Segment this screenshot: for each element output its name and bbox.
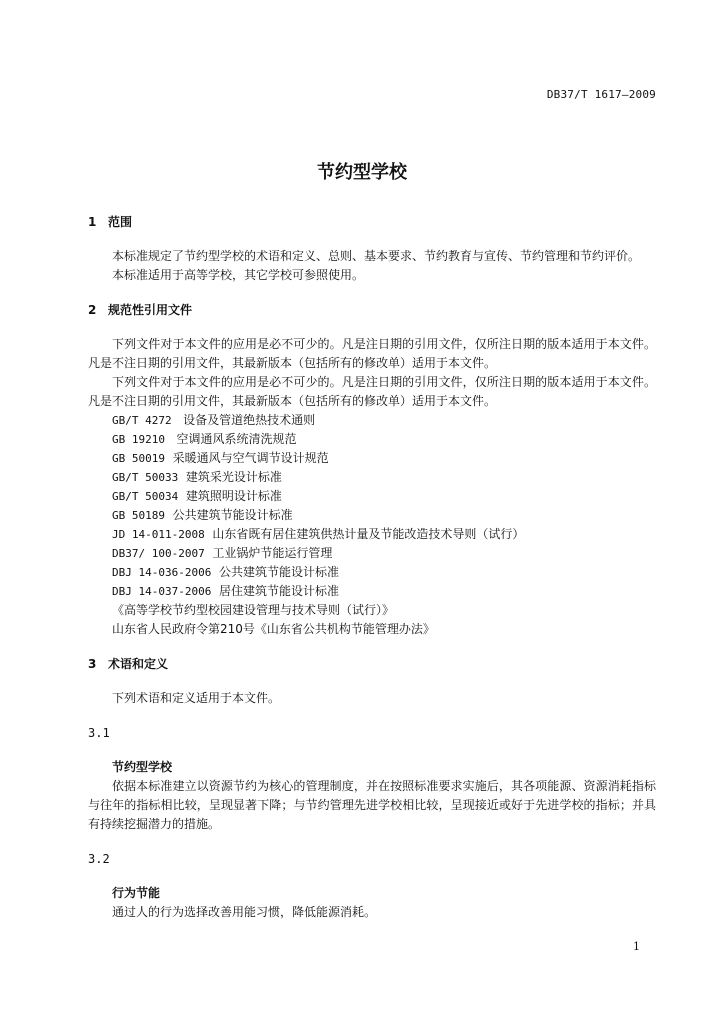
reference-code: GB 50189 — [112, 509, 165, 522]
section-title: 规范性引用文件 — [108, 303, 193, 317]
paragraph: 下列文件对于本文件的应用是必不可少的。凡是注日期的引用文件，仅所注日期的版本适用于本文件。凡是不注日期的引用文件，其最新版本（包括所有的修改单）适用于本文件。 — [88, 337, 656, 370]
reference-code: GB/T 4272 — [112, 414, 172, 427]
section-title: 范围 — [108, 215, 133, 229]
reference-item — [88, 411, 656, 430]
reference-name: 采暖通风与空气调节设计规范 — [172, 451, 329, 465]
reference-code: DBJ 14-037-2006 — [112, 585, 212, 598]
term-name: 节约型学校 — [112, 760, 173, 774]
paragraph: 下列文件对于本文件的应用是必不可少的。凡是注日期的引用文件，仅所注日期的版本适用于本文件。凡是不注日期的引用文件，其最新版本（包括所有的修改单）适用于本文件。 — [88, 375, 656, 408]
reference-name: 建筑采光设计标准 — [185, 470, 282, 484]
section-number: 1 — [88, 215, 97, 229]
reference-item — [88, 430, 656, 449]
reference-item — [88, 582, 656, 601]
reference-code: DBJ 14-036-2006 — [112, 566, 212, 579]
reference-code: GB/T 50033 — [112, 471, 179, 484]
standard-code: DB37/T 1617—2009 — [546, 88, 656, 101]
section-heading-scope — [88, 212, 656, 232]
reference-name: 居住建筑节能设计标准 — [218, 584, 339, 598]
term-number: 3.1 — [88, 726, 110, 740]
reference-name: 山东省既有居住建筑供热计量及节能改造技术导则（试行） — [212, 527, 525, 541]
reference-name: 设备及管道绝热技术通则 — [183, 413, 316, 427]
term-number: 3.2 — [88, 852, 110, 866]
paragraph: 本标准规定了节约型学校的术语和定义、总则、基本要求、节约教育与宣传、节约管理和节约评价。 — [112, 249, 641, 263]
reference-code: GB 19210 — [112, 433, 165, 446]
reference-code: DB37/ 100-2007 — [112, 547, 205, 560]
term-definition: 通过人的行为选择改善用能习惯，降低能源消耗。 — [112, 905, 377, 919]
reference-list — [88, 411, 656, 639]
reference-name: 建筑照明设计标准 — [185, 489, 282, 503]
section-title: 术语和定义 — [108, 657, 169, 671]
reference-item — [88, 487, 656, 506]
paragraph: 下列术语和定义适用于本文件。 — [112, 691, 281, 705]
document-title: 节约型学校 — [317, 162, 407, 183]
reference-item: 《高等学校节约型校园建设管理与技术导则（试行）》 — [112, 603, 395, 617]
reference-name: 公共建筑节能设计标准 — [218, 565, 339, 579]
section-heading-terms-definitions — [88, 654, 656, 674]
reference-item: 山东省人民政府令第210号《山东省公共机构节能管理办法》 — [112, 622, 435, 636]
section-number: 3 — [88, 657, 97, 671]
reference-code: JD 14-011-2008 — [112, 528, 205, 541]
paragraph: 本标准适用于高等学校，其它学校可参照使用。 — [112, 268, 365, 282]
reference-code: GB/T 50034 — [112, 490, 179, 503]
reference-name: 公共建筑节能设计标准 — [172, 508, 293, 522]
document-body — [88, 212, 656, 922]
term-definition: 依据本标准建立以资源节约为核心的管理制度，并在按照标准要求实施后，其各项能源、资源消耗指标与往年的指标相比较，呈现显著下降；与节约管理先进学校相比较，呈现接近或好于先进学校的指标；并具有持续挖掘潜力的措施。 — [88, 779, 656, 831]
section-number: 2 — [88, 303, 97, 317]
reference-name: 空调通风系统清洗规范 — [176, 432, 297, 446]
reference-item — [88, 506, 656, 525]
reference-item — [88, 563, 656, 582]
reference-item — [88, 468, 656, 487]
reference-item — [88, 449, 656, 468]
page-number: 1 — [633, 940, 640, 953]
reference-name: 工业锅炉节能运行管理 — [212, 546, 333, 560]
section-heading-normative-references — [88, 300, 656, 320]
reference-item — [88, 544, 656, 563]
reference-item — [88, 525, 656, 544]
term-name: 行为节能 — [112, 886, 161, 900]
reference-code: GB 50019 — [112, 452, 165, 465]
